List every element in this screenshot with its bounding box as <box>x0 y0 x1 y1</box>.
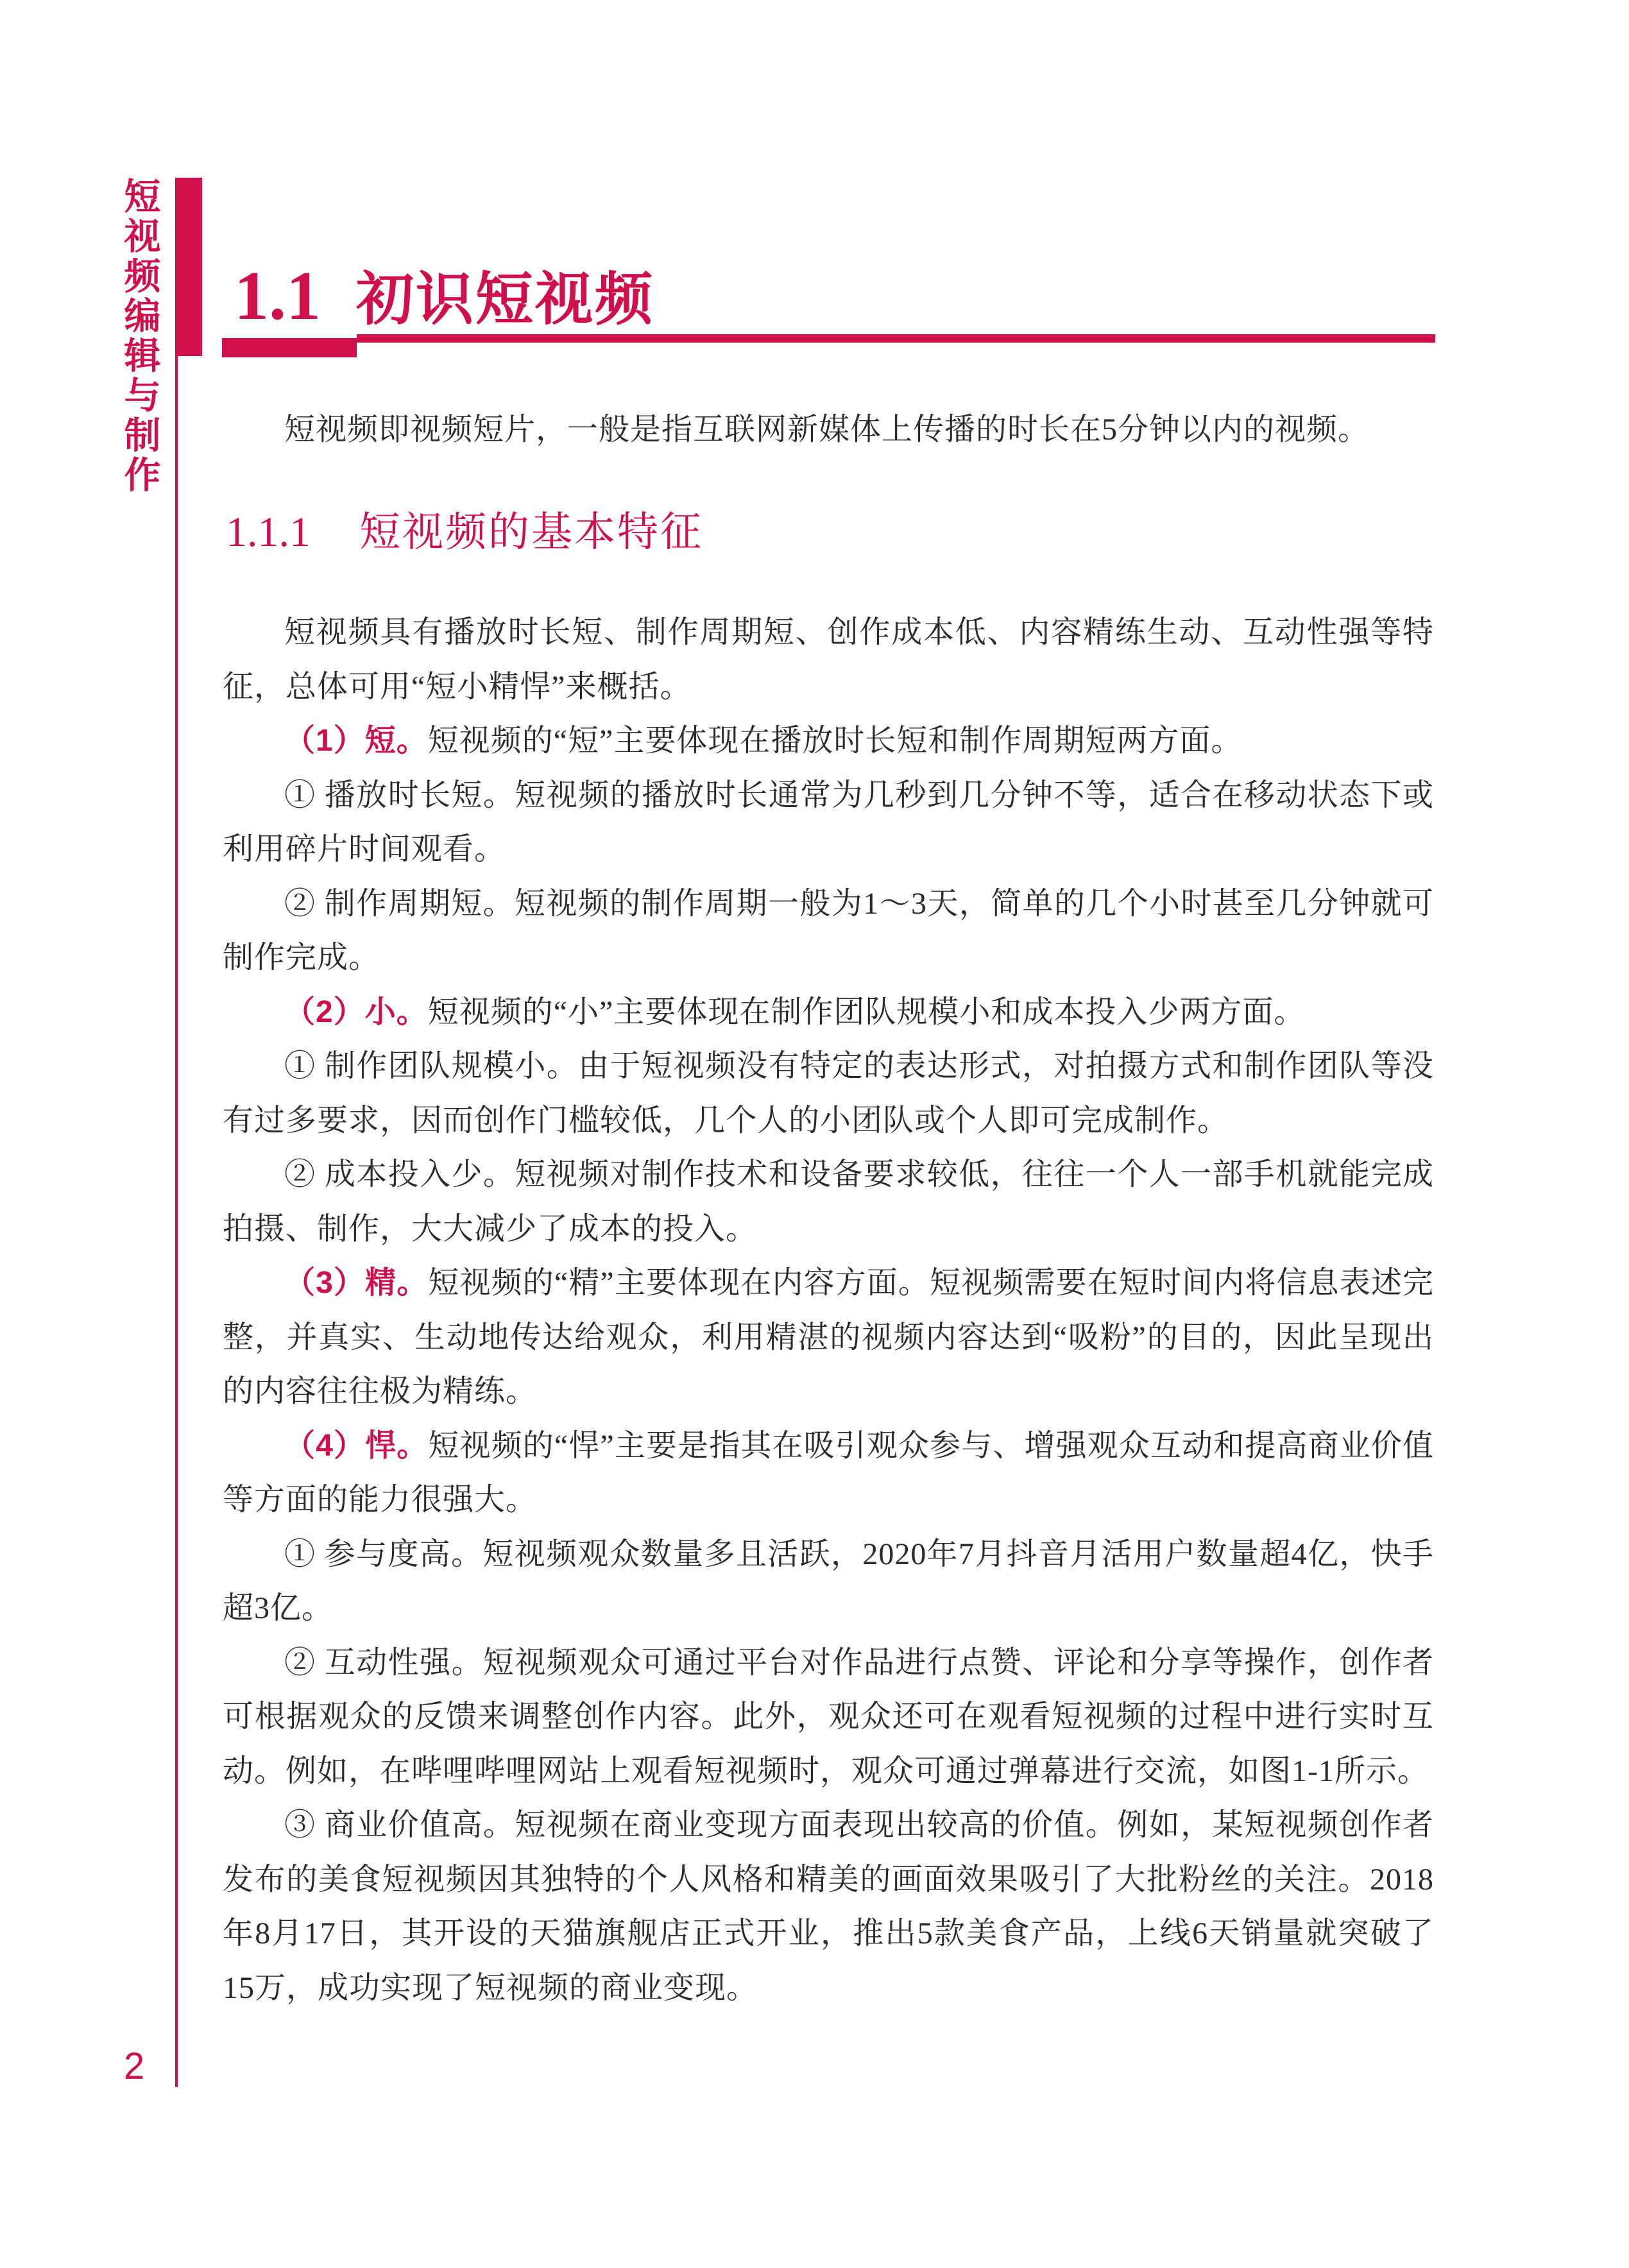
body-paragraph <box>223 1256 1434 1419</box>
subsection-header <box>226 511 703 554</box>
chapter-header <box>234 258 654 334</box>
paragraph-text: ① 播放时长短。短视频的播放时长通常为几秒到几分钟不等，适合在移动状态下或利用碎片时间观看。 <box>223 778 1434 866</box>
paragraph-text: 短视频的“悍”主要是指其在吸引观众参与、增强观众互动和提高商业价值等方面的能力很强大。 <box>223 1428 1434 1517</box>
body-paragraph <box>223 1636 1434 1799</box>
intro-paragraph: 短视频即视频短片，一般是指互联网新媒体上传播的时长在5分钟以内的视频。 <box>284 413 1370 447</box>
chapter-title: 初识短视频 <box>356 268 654 332</box>
body-paragraph <box>223 714 1434 769</box>
subsection-number: 1.1.1 <box>226 509 311 556</box>
sidebar-accent-bar <box>175 178 202 356</box>
paragraph-text: ② 制作周期短。短视频的制作周期一般为1～3天，简单的几个小时甚至几分钟就可制作完成。 <box>223 886 1434 975</box>
body-paragraph <box>223 606 1434 714</box>
paragraph-text: 短视频的“精”主要体现在内容方面。短视频需要在短时间内将信息表述完整，并真实、生动地传达给观众，利用精湛的视频内容达到“吸粉”的目的，因此呈现出的内容往往极为精练。 <box>223 1266 1434 1408</box>
paragraph-text: ② 互动性强。短视频观众可通过平台对作品进行点赞、评论和分享等操作，创作者可根据观众的反馈来调整创作内容。此外，观众还可在观看短视频的过程中进行实时互动。例如，在哔哩哔哩网站上观看短视频时，观众可通过弹幕进行交流，如图1-1所示。 <box>223 1645 1434 1788</box>
body-paragraph <box>223 1148 1434 1256</box>
paragraph-text: ② 成本投入少。短视频对制作技术和设备要求较低，往往一个人一部手机就能完成拍摄、制作，大大减少了成本的投入。 <box>223 1157 1434 1246</box>
paragraph-text: 短视频的“短”主要体现在播放时长短和制作周期短两方面。 <box>427 724 1243 758</box>
subsection-title: 短视频的基本特征 <box>359 509 703 555</box>
paragraph-label: （4）悍。 <box>284 1428 429 1463</box>
paragraph-text: ① 制作团队规模小。由于短视频没有特定的表达形式，对拍摄方式和制作团队等没有过多要求，因而创作门槛较低，几个人的小团队或个人即可完成制作。 <box>223 1049 1434 1138</box>
body-paragraph <box>223 877 1434 985</box>
paragraph-label: （1）短。 <box>284 724 428 758</box>
body-paragraph <box>223 1528 1434 1636</box>
paragraph-text: 短视频的“小”主要体现在制作团队规模小和成本投入少两方面。 <box>427 994 1306 1029</box>
sidebar-book-title: 短视频编辑与制作 <box>119 177 160 495</box>
body-paragraph <box>223 1039 1434 1148</box>
body-paragraph <box>223 985 1434 1040</box>
body-paragraph <box>223 769 1434 877</box>
body-paragraph <box>223 1798 1434 2015</box>
paragraph-text: 短视频具有播放时长短、制作周期短、创作成本低、内容精练生动、互动性强等特征，总体可用“短小精悍”来概括。 <box>223 615 1434 704</box>
page-number: 2 <box>124 2045 145 2087</box>
sidebar-rule-line <box>175 356 178 2087</box>
paragraph-label: （3）精。 <box>284 1266 429 1300</box>
body-paragraph <box>223 1419 1434 1528</box>
body-text-column <box>223 606 1434 2015</box>
chapter-number: 1.1 <box>234 258 321 334</box>
chapter-rule-thick <box>222 338 357 357</box>
paragraph-label: （2）小。 <box>284 994 428 1029</box>
chapter-rule-thin <box>357 334 1435 343</box>
paragraph-text: ① 参与度高。短视频观众数量多且活跃，2020年7月抖音月活用户数量超4亿，快手超3亿。 <box>223 1537 1434 1625</box>
paragraph-text: ③ 商业价值高。短视频在商业变现方面表现出较高的价值。例如，某短视频创作者发布的美食短视频因其独特的个人风格和精美的画面效果吸引了大批粉丝的关注。2018年8月17日，其开设的天猫旗舰店正式开业，推出5款美食产品，上线6天销量就突破了15万，成功实现了短视频的商业变现。 <box>223 1808 1434 2005</box>
